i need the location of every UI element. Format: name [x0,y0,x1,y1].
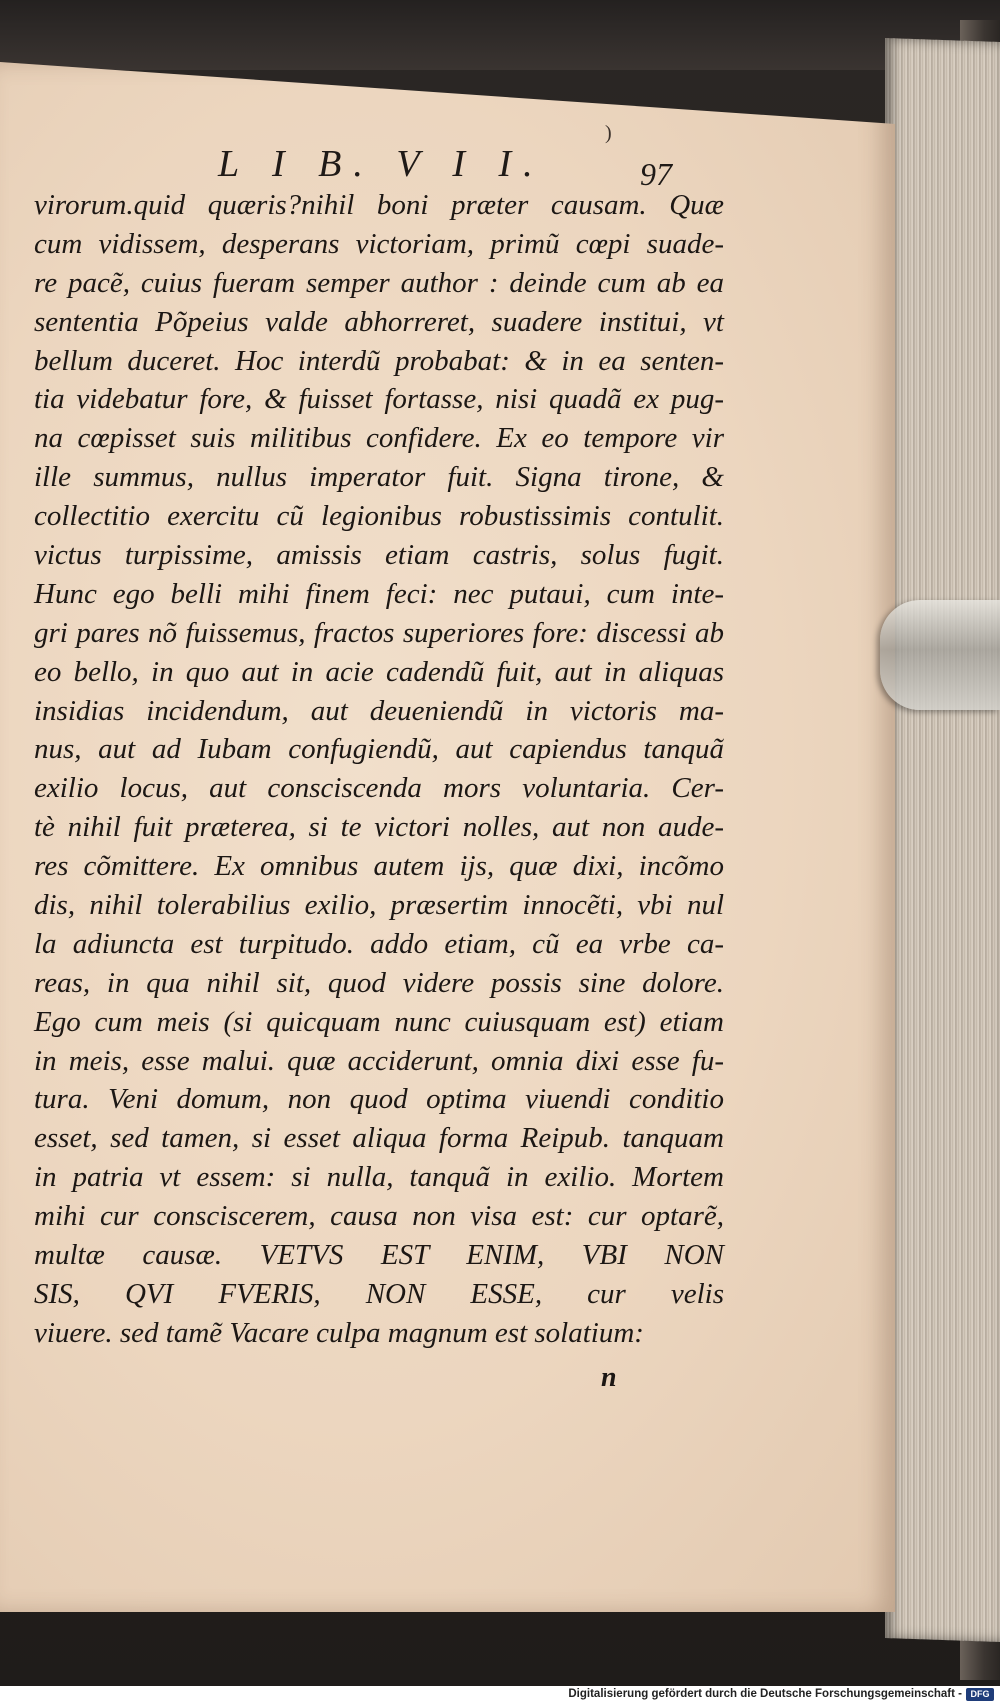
page-stack-edge [885,38,1000,1642]
text-line: eo bello, in quo aut in acie cadendũ fuit, aut in aliquas [34,655,724,688]
text-line: tura. Veni domum, non quod optima viuendi conditio [34,1083,724,1116]
text-line: exilio locus, aut consciscenda mors voluntaria. Cer- [34,772,724,805]
text-line: victus turpissime, amissis etiam castris, solus fugit. [34,539,724,572]
text-line: mihi cur consciscerem, causa non visa est: cur optarẽ, [34,1200,724,1233]
text-line: bellum duceret. Hoc interdũ probabat: & in ea senten- [34,344,724,377]
text-line: collectitio exercitu cũ legionibus robustissimis contulit. [34,500,724,533]
backdrop [0,0,1000,70]
page-number: 97 [640,156,672,192]
text-line: dis, nihil tolerabilius exilio, præsertim innocẽti, vbi nul [34,889,724,922]
dfg-logo: DFG [966,1688,994,1701]
text-line: nus, aut ad Iubam confugiendũ, aut capiendus tanquã [34,733,724,766]
text-line: in meis, esse malui. quæ acciderunt, omnia dixi esse fu- [34,1044,724,1077]
text-line: esset, sed tamen, si esset aliqua forma Reipub. tanquam [34,1122,724,1155]
text-line: sententia Põpeius valde abhorreret, suadere institui, vt [34,305,724,338]
text-line: insidias incidendum, aut deueniendũ in victoris ma- [34,694,724,727]
catchword: n [601,1362,617,1393]
text-line: ille summus, nullus imperator fuit. Signa tirone, & [34,461,724,494]
text-block [34,186,724,1353]
stray-mark: ) [605,122,612,144]
text-line: res cõmittere. Ex omnibus autem ijs, quæ dixi, incõmo [34,850,724,883]
text-line: in patria vt essem: si nulla, tanquã in exilio. Mortem [34,1161,724,1194]
text-line: cum vidissem, desperans victoriam, primũ cœpi suade- [34,227,724,260]
footer-credit: Digitalisierung gefördert durch die Deutsche Forschungsgemeinschaft - [568,1688,962,1700]
text-line: SIS, QVI FVERIS, NON ESSE, cur velis [34,1277,724,1310]
text-line: tè nihil fuit præterea, si te victori nolles, aut non aude- [34,811,724,844]
text-line: Hunc ego belli mihi finem feci: nec putaui, cum inte- [34,577,724,610]
text-line: reas, in qua nihil sit, quod videre possis sine dolore. [34,966,724,999]
text-line: na cœpisset suis militibus confidere. Ex eo tempore vir [34,422,724,455]
text-line: viuere. sed tamẽ Vacare culpa magnum est solatium: [34,1316,644,1349]
text-line: gri pares nõ fuissemus, fractos superiores fore: discessi ab [34,616,724,649]
page-clip-icon [880,600,1000,710]
text-line: la adiuncta est turpitudo. addo etiam, cũ ea vrbe ca- [34,927,724,960]
text-line: tia videbatur fore, & fuisset fortasse, nisi quadã ex pug- [34,383,724,416]
text-line: virorum.quid quæris?nihil boni præter causam. Quæ [34,189,724,221]
running-head: L I B. V I I. [218,143,545,185]
text-line: multæ causæ. VETVS EST ENIM, VBI NON [34,1239,724,1272]
text-line: Ego cum meis (si quicquam nunc cuiusquam est) etiam [34,1005,724,1038]
text-line: re pacẽ, cuius fueram semper author : deinde cum ab ea [34,266,724,299]
